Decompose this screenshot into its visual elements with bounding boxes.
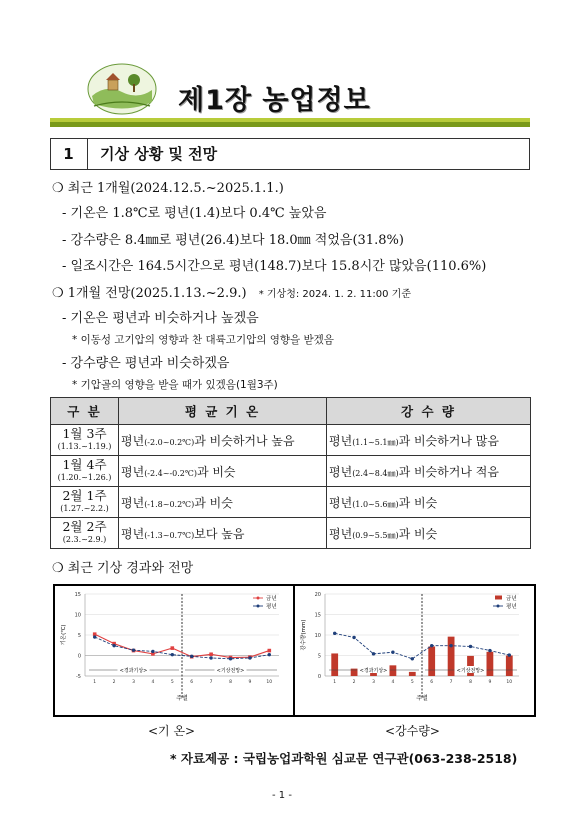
x-axis-label: 주별 (416, 695, 428, 702)
temp-outlook: 과 비슷하거나 높음 (194, 433, 295, 448)
charts-heading: ❍ 최근 기상 경과와 전망 (52, 561, 194, 576)
temp-cell (119, 518, 327, 549)
week-label: 1월 3주 (62, 426, 107, 441)
week-range: (1.27.~2.2.) (60, 504, 109, 513)
x-tick-label: 7 (449, 680, 453, 685)
period-cell (51, 518, 119, 549)
annotation-label: <경과기상> (119, 667, 148, 674)
header-rain: 강 수 량 (327, 398, 531, 425)
temp-cell (119, 425, 327, 456)
outlook-source-note: * 기상청: 2024. 1. 2. 11:00 기준 (258, 289, 411, 300)
recent-sunshine: - 일조시간은 164.5시간으로 평년(148.7)보다 15.8시간 많았음(110.6%) (62, 259, 487, 274)
data-point (248, 656, 251, 659)
x-tick-label: 8 (229, 680, 232, 685)
week-range: (1.13.~1.19.) (57, 442, 112, 451)
rain-outlook: 과 비슷 (398, 495, 438, 510)
x-tick-label: 3 (372, 680, 375, 685)
legend-label: 평년 (266, 604, 277, 610)
rain-prefix: 평년 (329, 433, 353, 448)
data-point (132, 648, 135, 651)
data-point (93, 635, 96, 638)
data-point (190, 655, 193, 658)
temp-range: (-1.8~0.2℃) (144, 499, 195, 509)
x-tick-label: 1 (333, 680, 337, 685)
annotation-label: <경과기상> (359, 667, 388, 674)
temp-prefix: 평년 (121, 495, 145, 510)
data-point (171, 646, 175, 650)
table-header-row (51, 398, 531, 425)
table-row (51, 518, 531, 549)
y-tick-label: 0 (317, 674, 321, 680)
annotation-label: <기상전망> (456, 667, 485, 674)
legend-marker (257, 597, 260, 600)
bar (331, 653, 338, 676)
chapter-title: 제1장 농업정보 (178, 85, 371, 116)
x-tick-label: 6 (430, 680, 434, 685)
outlook-rain-note: * 기압골의 영향을 받을 때가 있겠음(1월3주) (72, 379, 278, 391)
recent-temp: - 기온은 1.8℃로 평년(1.4)보다 0.4℃ 높았음 (62, 206, 327, 221)
data-source: * 자료제공 : 국립농업과학원 심교문 연구관(063-238-2518) (170, 751, 518, 766)
data-point (469, 645, 472, 648)
table-row (51, 425, 531, 456)
data-point (449, 644, 452, 647)
data-point (391, 651, 394, 654)
period-cell (51, 487, 119, 518)
data-point (112, 644, 115, 647)
rain-prefix: 평년 (329, 495, 353, 510)
temp-outlook: 과 비슷 (194, 495, 233, 510)
x-tick-label: 7 (209, 680, 213, 685)
legend-swatch (495, 596, 502, 600)
y-axis-label: 강수량(mm) (301, 619, 307, 651)
week-label: 2월 2주 (62, 519, 107, 534)
y-tick-label: 10 (314, 633, 321, 639)
outlook-temp-note: * 이동성 고기압의 영향과 찬 대륙고기압의 영향을 받겠음 (72, 334, 334, 346)
bar (409, 672, 416, 676)
rain-outlook: 과 비슷하거나 많음 (398, 433, 499, 448)
x-tick-label: 1 (93, 680, 97, 685)
section-number: 1 (50, 138, 88, 170)
data-point (430, 644, 433, 647)
rain-cell (327, 487, 531, 518)
bar (390, 665, 397, 676)
rain-range: (2.4~8.4㎜) (352, 468, 399, 478)
week-label: 2월 1주 (62, 488, 107, 503)
data-point (508, 653, 511, 656)
precipitation-chart (295, 586, 534, 715)
temperature-chart-caption: <기 온> (148, 724, 196, 738)
legend-label: 금년 (506, 596, 517, 602)
x-tick-label: 6 (190, 680, 194, 685)
temperature-chart (55, 586, 294, 715)
x-tick-label: 9 (488, 680, 492, 685)
data-point (411, 657, 414, 660)
rain-range: (1.1~5.1㎜) (352, 437, 399, 447)
x-tick-label: 8 (469, 680, 472, 685)
temp-cell (119, 487, 327, 518)
x-tick-label: 4 (391, 680, 395, 685)
y-tick-label: 20 (314, 592, 321, 598)
rain-range: (1.0~5.6㎜) (352, 499, 399, 509)
data-point (268, 649, 272, 653)
temp-outlook: 과 비슷 (196, 464, 236, 479)
temp-range: (-1.3~0.7℃) (144, 530, 195, 540)
legend-marker (497, 605, 500, 608)
data-point (209, 656, 212, 659)
bar (506, 656, 513, 677)
y-tick-label: 10 (74, 612, 81, 619)
recent-rain: - 강수량은 8.4㎜로 평년(26.4)보다 18.0㎜ 적었음(31.8%) (62, 233, 404, 248)
x-tick-label: 10 (506, 680, 513, 685)
legend-label: 금년 (266, 596, 277, 602)
rain-range: (0.9~5.5㎜) (352, 530, 399, 540)
header-period: 구 분 (51, 398, 119, 425)
data-point (372, 652, 375, 655)
data-point (171, 653, 174, 656)
temp-prefix: 평년 (121, 433, 145, 448)
week-label: 1월 4주 (62, 457, 107, 472)
week-range: (2.3.~2.9.) (62, 535, 107, 544)
temperature-chart-frame (53, 584, 296, 717)
rain-outlook: 과 비슷 (398, 526, 438, 541)
precipitation-chart-caption: <강수량> (385, 724, 440, 738)
temp-range: (-2.0~0.2℃) (144, 437, 195, 447)
data-point (333, 632, 336, 635)
page-number: - 1 - (272, 790, 292, 801)
rain-prefix: 평년 (329, 464, 353, 479)
table-row (51, 456, 531, 487)
x-tick-label: 5 (170, 680, 174, 685)
header-temp: 평 균 기 온 (119, 398, 327, 425)
farm-logo-icon (86, 62, 158, 116)
period-cell (51, 425, 119, 456)
bar (351, 669, 358, 676)
precipitation-chart-frame (293, 584, 536, 717)
bar (487, 652, 494, 676)
temp-outlook: 보다 높음 (194, 526, 245, 541)
y-tick-label: 5 (317, 653, 321, 660)
x-tick-label: 10 (266, 680, 273, 685)
outlook-heading-text: ❍ 1개월 전망(2025.1.13.~2.9.) (52, 286, 247, 301)
legend-label: 평년 (506, 604, 517, 610)
x-tick-label: 2 (112, 680, 116, 685)
x-tick-label: 9 (248, 680, 252, 685)
outlook-rain: - 강수량은 평년과 비슷하겠음 (62, 356, 230, 371)
temp-cell (119, 456, 327, 487)
temp-range: (-2.4~-0.2℃) (144, 468, 197, 478)
data-point (151, 650, 154, 653)
rain-cell (327, 456, 531, 487)
data-point (488, 649, 491, 652)
x-tick-label: 3 (132, 680, 135, 685)
x-axis-label: 주별 (176, 695, 188, 702)
outlook-temp: - 기온은 평년과 비슷하거나 높겠음 (62, 311, 259, 326)
section-title: 기상 상황 및 전망 (100, 145, 218, 163)
x-tick-label: 4 (151, 680, 155, 685)
recent-heading: ❍ 최근 1개월(2024.12.5.~2025.1.1.) (52, 181, 284, 196)
y-tick-label: 15 (74, 592, 81, 598)
annotation-label: <기상전망> (216, 667, 245, 674)
temp-prefix: 평년 (121, 464, 145, 479)
y-tick-label: 15 (314, 612, 321, 619)
rain-outlook: 과 비슷하거나 적음 (398, 464, 499, 479)
temp-prefix: 평년 (121, 526, 145, 541)
legend-marker (257, 605, 260, 608)
data-point (229, 657, 232, 660)
forecast-table (50, 397, 531, 549)
rain-prefix: 평년 (329, 526, 353, 541)
period-cell (51, 456, 119, 487)
chapter-divider (50, 118, 530, 127)
table-row (51, 487, 531, 518)
data-point (268, 653, 271, 656)
x-tick-label: 2 (352, 680, 356, 685)
data-point (352, 636, 355, 639)
y-tick-label: -5 (76, 674, 81, 680)
bar (428, 646, 435, 676)
data-point (209, 652, 213, 656)
x-tick-label: 5 (410, 680, 414, 685)
y-tick-label: 5 (77, 633, 81, 639)
rain-cell (327, 425, 531, 456)
outlook-heading (52, 285, 411, 304)
y-axis-label: 기온(℃) (61, 624, 67, 646)
week-range: (1.20.~1.26.) (57, 473, 112, 482)
rain-cell (327, 518, 531, 549)
y-tick-label: 0 (77, 653, 81, 660)
